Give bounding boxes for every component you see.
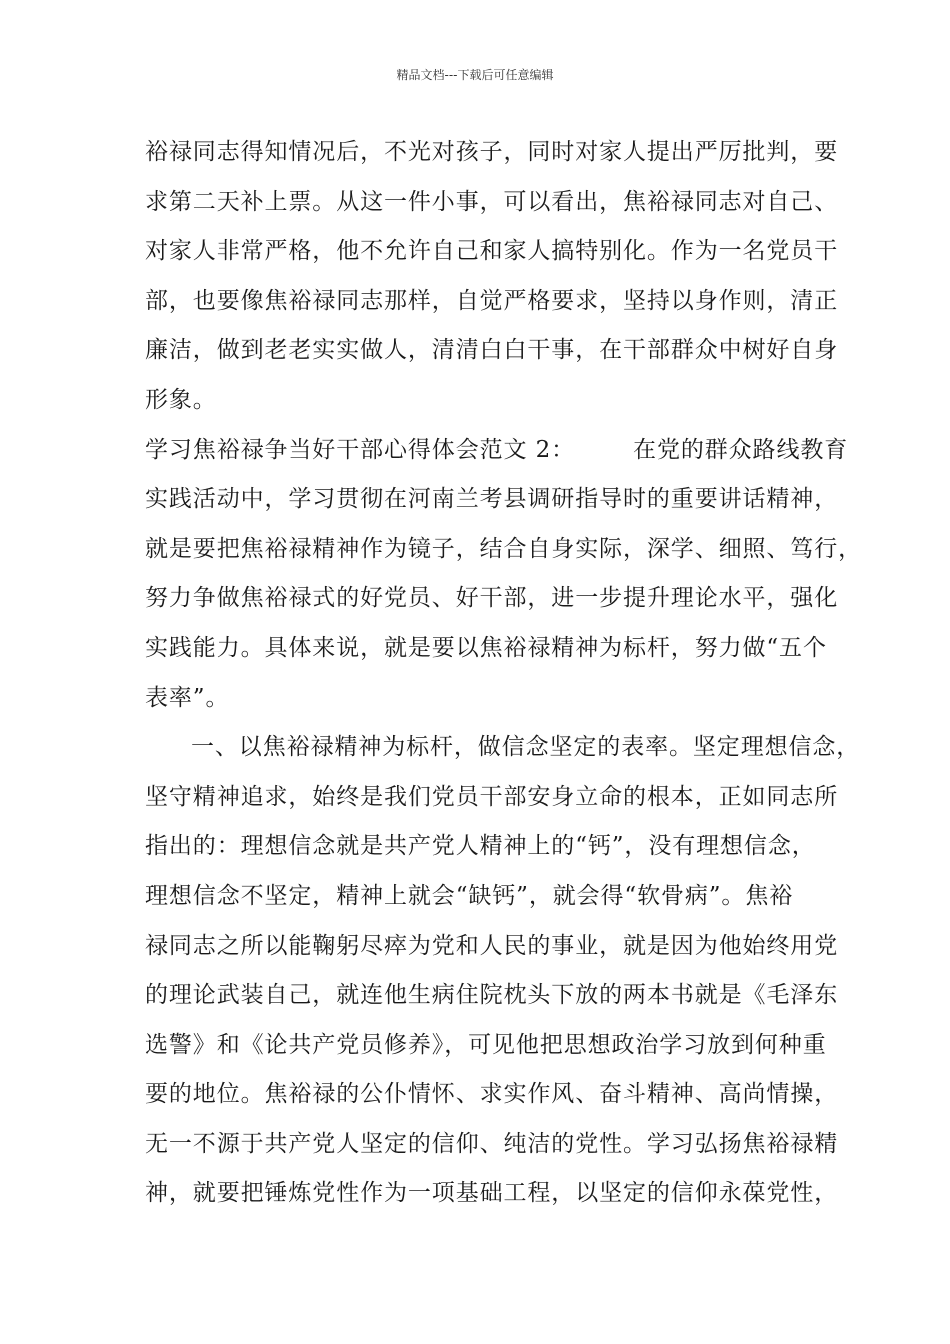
section-title-continuation: 在党的群众路线教育	[633, 436, 849, 463]
body-line: 的理论武装自己，就连他生病住院枕头下放的两本书就是《毛泽东	[145, 982, 839, 1009]
body-line: 无一不源于共产党人坚定的信仰、纯洁的党性。学习弘扬焦裕禄精	[145, 1130, 839, 1157]
body-line: 裕禄同志得知情况后，不光对孩子，同时对家人提出严厉批判，要	[145, 139, 839, 165]
section-title-line	[145, 426, 849, 476]
body-line: 坚守精神追求，始终是我们党员干部安身立命的根本，正如同志所	[145, 783, 839, 810]
body-line: 形象。	[145, 386, 217, 413]
paragraph-first-line: 一、以焦裕禄精神为标杆，做信念坚定的表率。坚定理想信念，	[191, 734, 861, 761]
body-line: 部，也要像焦裕禄同志那样，自觉严格要求，坚持以身作则，清正	[145, 287, 839, 314]
body-line: 努力争做焦裕禄式的好党员、好干部，进一步提升理论水平，强化	[145, 585, 839, 612]
body-line: 指出的：理想信念就是共产党人精神上的“钙”，没有理想信念，	[145, 833, 816, 860]
body-line: 实践活动中，学习贯彻在河南兰考县调研指导时的重要讲话精神，	[145, 486, 839, 513]
body-line: 神，就要把锤炼党性作为一项基础工程，以坚定的信仰永葆党性，	[145, 1180, 839, 1207]
body-line: 求第二天补上票。从这一件小事，可以看出，焦裕禄同志对自己、	[145, 188, 839, 215]
body-line: 廉洁，做到老老实实做人，清清白白干事，在干部群众中树好自身	[145, 337, 839, 364]
body-line: 理想信念不坚定，精神上就会“缺钙”，就会得“软骨病”。焦裕	[145, 882, 794, 909]
body-line: 选警》和《论共产党员修养》，可见他把思想政治学习放到何种重	[145, 1031, 827, 1058]
body-line: 就是要把焦裕禄精神作为镜子，结合自身实际，深学、细照、笃行，	[145, 535, 862, 562]
section-title: 学习焦裕禄争当好干部心得体会范文 2：	[145, 436, 576, 463]
body-line: 表率”。	[145, 684, 230, 711]
body-line: 要的地位。焦裕禄的公仆情怀、求实作风、奋斗精神、高尚情操，	[145, 1081, 839, 1108]
page-header: 精品文档---下载后可任意编辑	[396, 68, 554, 82]
body-line: 实践能力。具体来说，就是要以焦裕禄精神为标杆，努力做“五个	[145, 634, 827, 661]
body-line: 对家人非常严格，他不允许自己和家人搞特别化。作为一名党员干	[145, 238, 839, 265]
body-line: 禄同志之所以能鞠躬尽瘁为党和人民的事业，就是因为他始终用党	[145, 932, 839, 959]
document-body	[145, 128, 862, 1219]
